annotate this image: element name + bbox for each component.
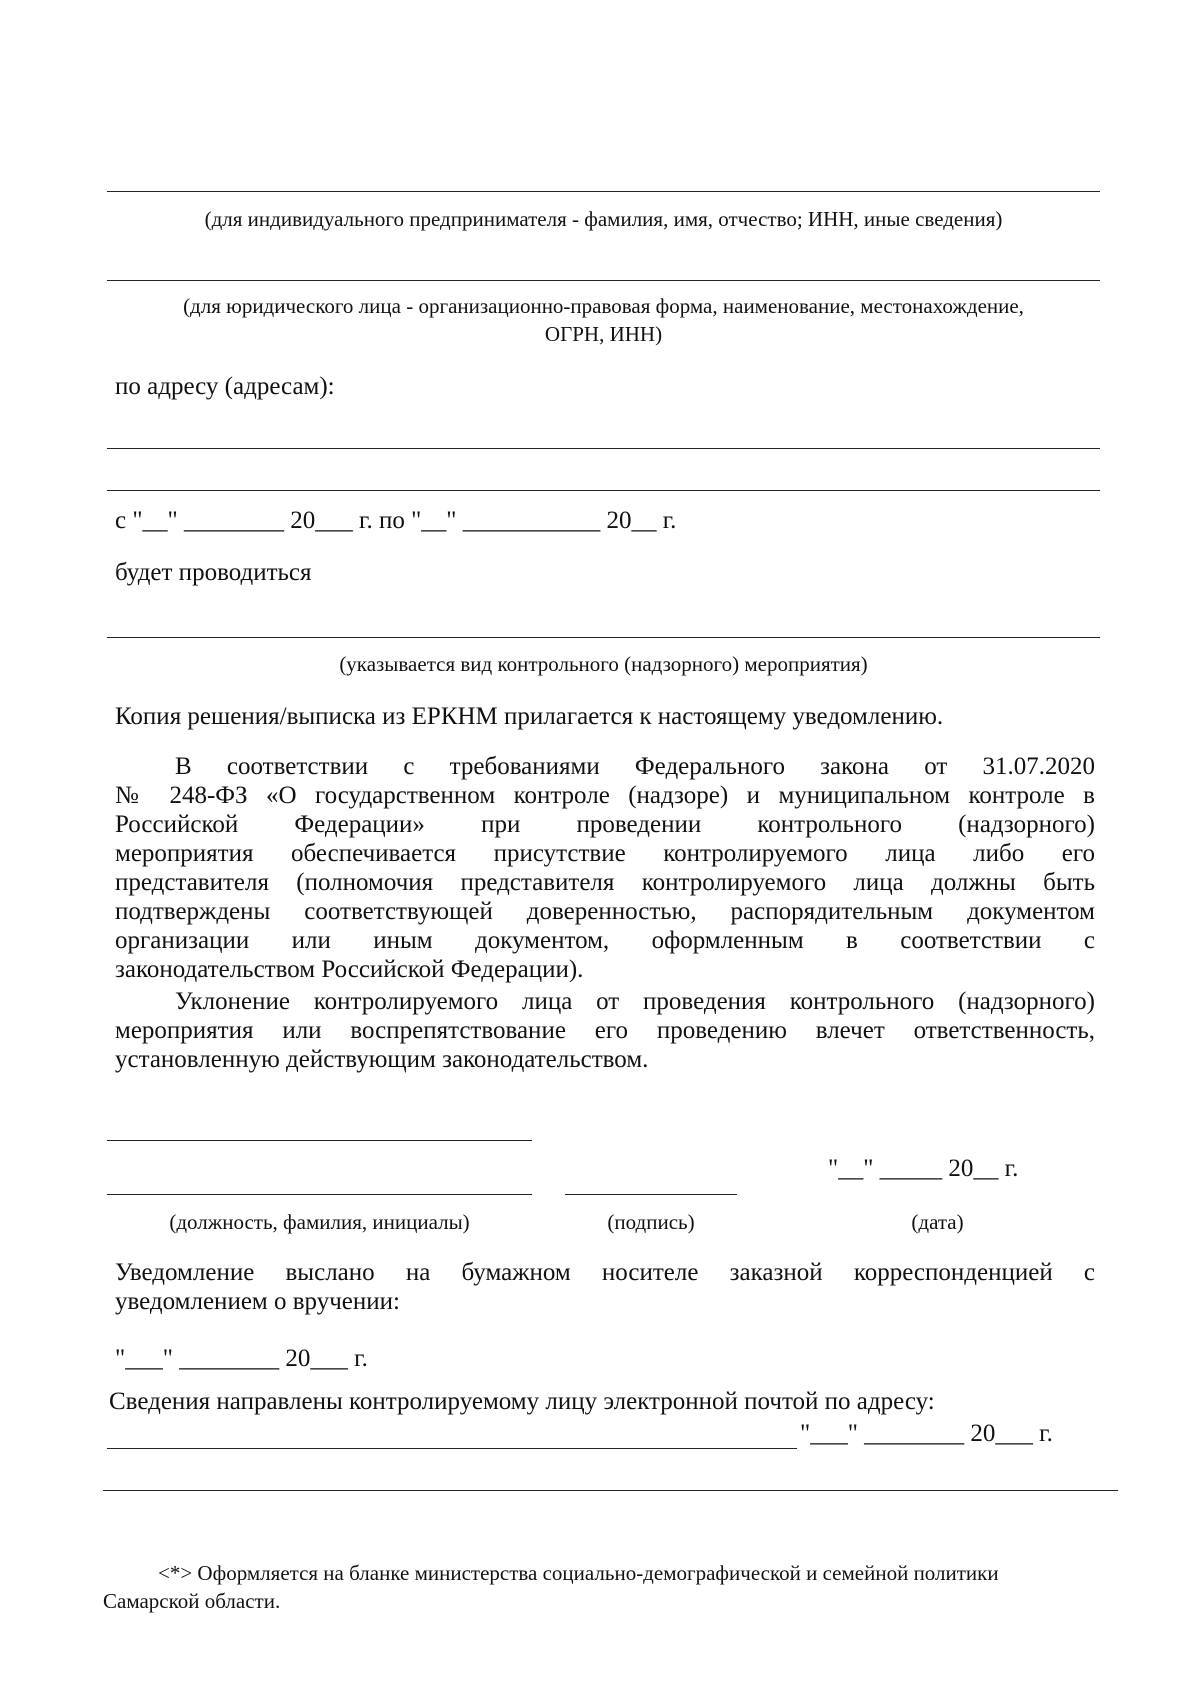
para1-line: законодательством Российской Федерации). [115,956,584,983]
mail-sent-date[interactable]: "___" ________ 20___ г. [115,1345,368,1372]
copy-note: Копия решения/выписка из ЕРКНМ прилагается к настоящему уведомлению. [115,703,944,730]
mail-sent-line: уведомлением о вручении: [115,1288,400,1315]
email-address-fill-line[interactable] [107,1448,797,1449]
para1-line: мероприятия обеспечивается присутствие контролируемого лица либо его [115,840,1095,867]
address-fill-line-1[interactable] [107,448,1100,449]
legal-paragraph-2 [115,987,1095,1074]
period-line[interactable]: с "__" ________ 20___ г. по "__" ___________ 20__ г. [115,507,677,534]
para2-line: установленную действующим законодательством. [115,1046,649,1073]
footnote-line-2: Самарской области. [103,1589,281,1613]
address-fill-line-2[interactable] [107,490,1100,491]
footnote-line-1: <*> Оформляется на бланке министерства социально-демографической и семейной политики [158,1561,999,1585]
para1-line: организации или иным документом, оформленным в соответствии с [115,927,1095,954]
para1-line: подтверждены соответствующей доверенностью, распорядительным документом [115,898,1095,925]
para1-line: представителя (полномочия представителя контролируемого лица должны быть [115,869,1095,896]
para2-line: мероприятия или воспрепятствование его проведению влечет ответственность, [115,1017,1095,1044]
address-label: по адресу (адресам): [115,373,335,400]
email-label: Сведения направлены контролируемому лицу электронной почтой по адресу: [109,1388,935,1415]
mail-sent-note [115,1258,1095,1316]
legal-entity-fill-line[interactable] [107,280,1100,281]
bottom-fill-line[interactable] [103,1490,1118,1491]
caption-legal-entity-line2: ОГРН, ИНН) [544,322,663,346]
caption-position: (должность, фамилия, инициалы) [169,1210,470,1234]
event-type-fill-line[interactable] [107,637,1100,638]
position-fill-line-1[interactable] [107,1140,532,1141]
para1-line: В соответствии с требованиями Федерального закона от 31.07.2020 [175,753,1095,780]
caption-signature: (подпись) [607,1210,695,1234]
legal-paragraph-1 [115,752,1095,984]
ip-fill-line[interactable] [107,191,1100,192]
caption-individual-entrepreneur: (для индивидуального предпринимателя - фамилия, имя, отчество; ИНН, иные сведения) [204,207,1003,231]
caption-event-type: (указывается вид контрольного (надзорного) мероприятия) [339,652,868,676]
para1-line: Российской Федерации» при проведении контрольного (надзорного) [115,811,1095,838]
signature-date-field[interactable]: "__" _____ 20__ г. [828,1155,1019,1182]
caption-legal-entity-line1: (для юридического лица - организационно-правовая форма, наименование, местонахождение, [183,294,1024,318]
para1-line: № 248-ФЗ «О государственном контроле (надзоре) и муниципальном контроле в [115,782,1095,809]
para2-line: Уклонение контролируемого лица от проведения контрольного (надзорного) [175,988,1095,1015]
signature-fill-line[interactable] [565,1194,737,1195]
email-date[interactable]: "___" ________ 20___ г. [800,1420,1053,1447]
mail-sent-line: Уведомление выслано на бумажном носителе заказной корреспонденцией с [115,1259,1095,1286]
caption-date: (дата) [911,1210,964,1234]
will-be-held-label: будет проводиться [115,559,312,586]
position-fill-line-2[interactable] [107,1194,532,1195]
